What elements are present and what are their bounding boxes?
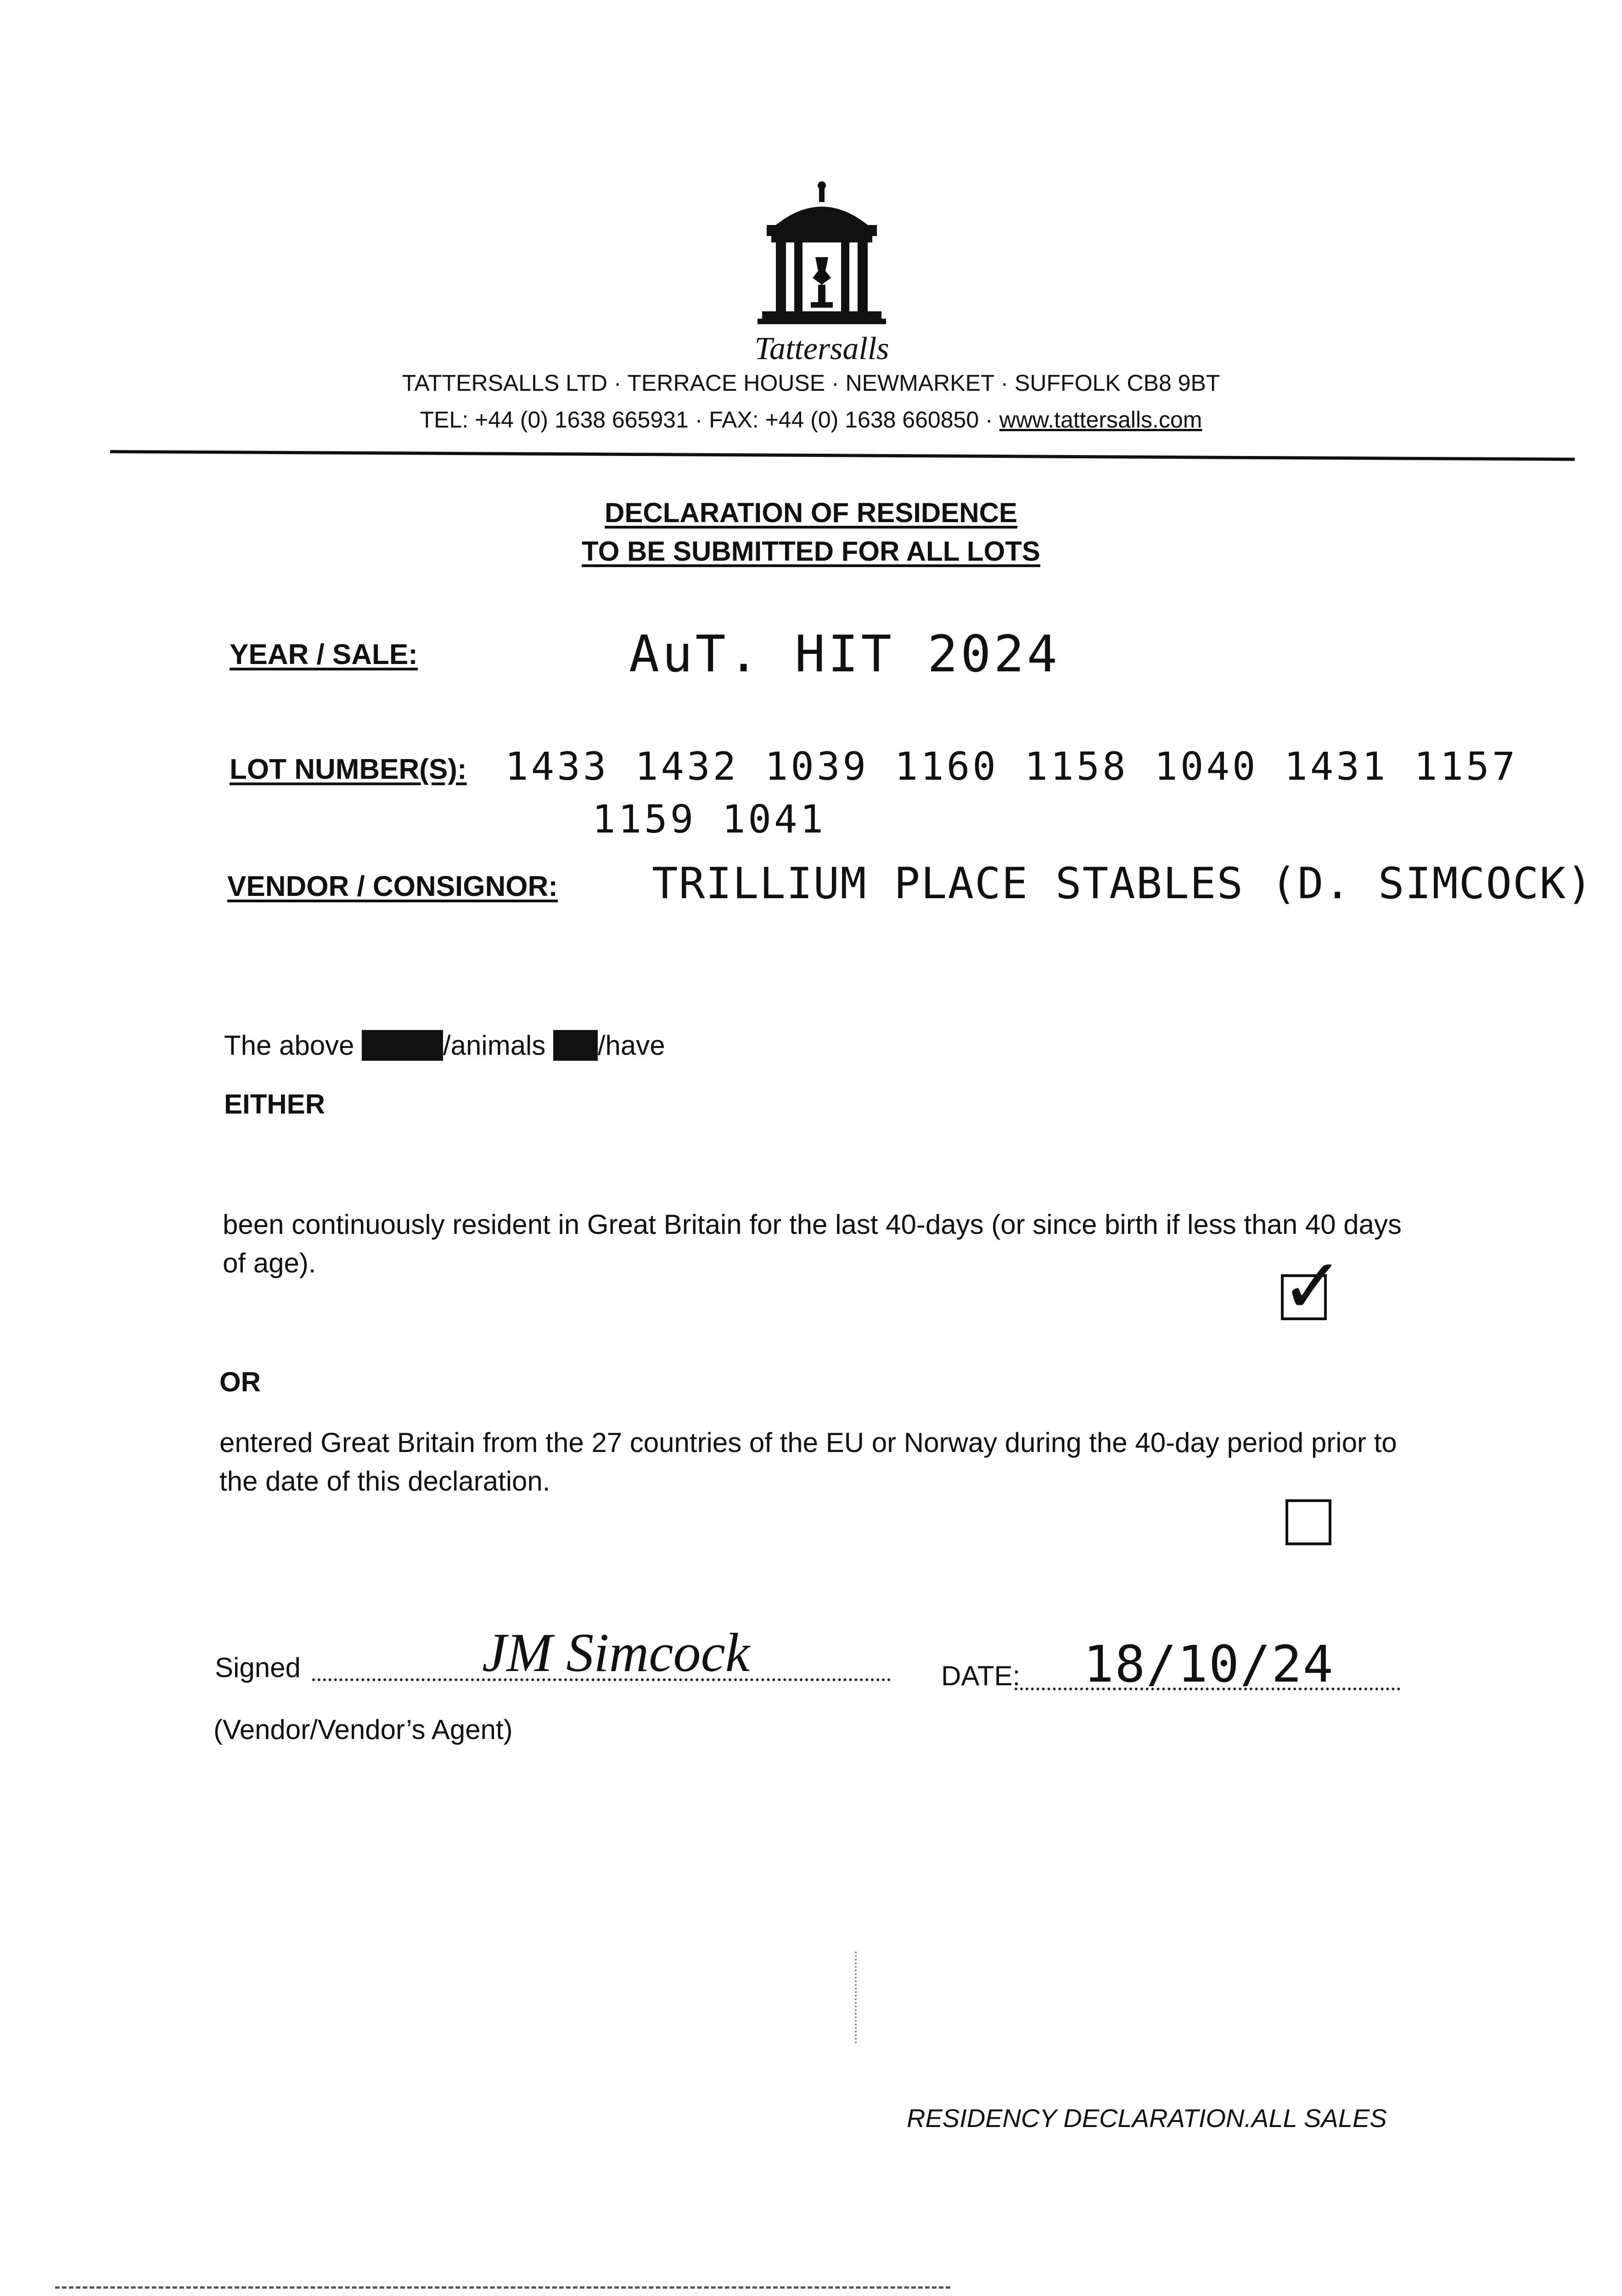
intro-have: /have [597,1030,665,1061]
intro-animals: /animals [443,1030,554,1061]
tattersalls-logo [758,179,886,331]
role-label: (Vendor/Vendor’s Agent) [213,1714,513,1745]
struck-word-animal: animal [362,1030,443,1061]
option-2-checkbox[interactable] [1285,1499,1331,1545]
title-line-1: DECLARATION OF RESIDENCE [605,497,1017,528]
option-1-check-mark: ✓ [1285,1232,1338,1334]
vendor-label: VENDOR / CONSIGNOR: [227,871,558,902]
year-sale-label: YEAR / SALE: [230,639,418,670]
title-line-2: TO BE SUBMITTED FOR ALL LOTS [582,536,1040,567]
company-name: Tattersalls [754,331,889,366]
year-sale-value[interactable]: AuT. HIT 2024 [629,625,1060,683]
date-value[interactable]: 18/10/24 [1083,1635,1334,1694]
cupola-icon [758,179,886,331]
document-title [0,494,1622,571]
signed-label: Signed [215,1652,301,1683]
intro-text: The above [224,1030,362,1061]
option-1-text: been continuously resident in Great Britain for the last 40-days (or since birth if less than 40 days of age). [223,1209,1402,1278]
option-2-text: entered Great Britain from the 27 countries of the EU or Norway during the 40-day period prior to the date of this declaration. [219,1427,1397,1497]
either-label: EITHER [224,1089,326,1120]
phone-fax: TEL: +44 (0) 1638 665931 · FAX: +44 (0) 1638 660850 · [420,407,999,433]
website-link[interactable]: www.tattersalls.com [999,407,1202,433]
or-label: OR [219,1367,261,1397]
intro-sentence [224,1026,665,1065]
scan-artifact-bottom-dashes [55,2285,950,2289]
scan-artifact-dots [855,1952,859,2043]
signature-value[interactable]: JM Simcock [482,1622,750,1683]
form-name-footer: RESIDENCY DECLARATION.ALL SALES [907,2104,1387,2133]
contact-line [0,406,1622,433]
address-line: TATTERSALLS LTD · TERRACE HOUSE · NEWMARKET · SUFFOLK CB8 9BT [402,370,1220,396]
lot-numbers-line-1[interactable]: 1433 1432 1039 1160 1158 1040 1431 1157 [505,744,1518,789]
lot-numbers-label: LOT NUMBER(S): [230,754,467,785]
lot-numbers-line-2[interactable]: 1159 1041 [592,797,826,842]
vendor-value[interactable]: TRILLIUM PLACE STABLES (D. SIMCOCK) [652,859,1594,909]
header-divider [110,450,1575,461]
date-label: DATE: [941,1660,1021,1691]
struck-word-has: has [553,1030,598,1061]
